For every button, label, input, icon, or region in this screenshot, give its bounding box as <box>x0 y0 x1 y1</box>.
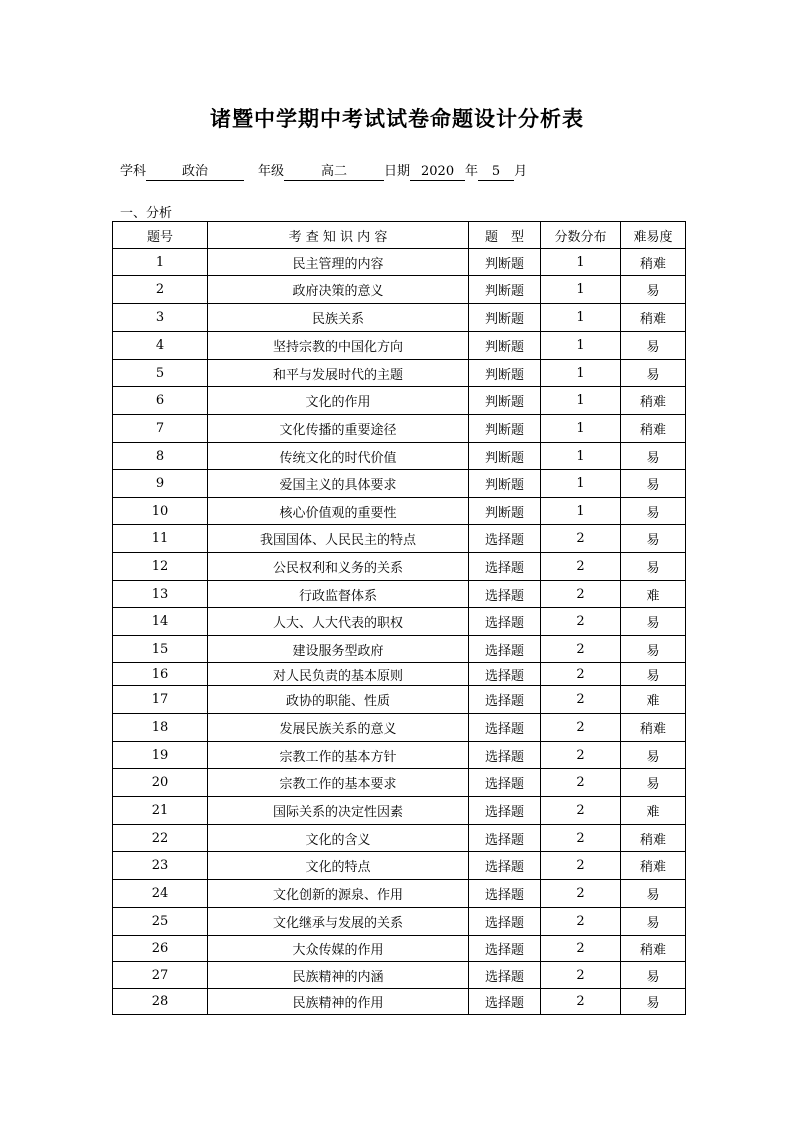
column-header-number: 题号 <box>113 222 208 249</box>
table-row <box>113 498 686 525</box>
row-score: 2 <box>541 769 621 797</box>
row-content: 对人民负责的基本原则 <box>208 663 469 686</box>
row-score: 2 <box>541 608 621 636</box>
row-content: 文化的作用 <box>208 387 469 415</box>
row-content: 坚持宗教的中国化方向 <box>208 332 469 360</box>
row-number: 17 <box>113 686 208 714</box>
row-number: 9 <box>113 470 208 498</box>
row-content: 大众传媒的作用 <box>208 936 469 962</box>
table-row <box>113 852 686 880</box>
row-number: 12 <box>113 553 208 581</box>
row-content: 传统文化的时代价值 <box>208 443 469 470</box>
row-question-type: 判断题 <box>469 498 541 525</box>
row-score: 1 <box>541 415 621 443</box>
row-content: 宗教工作的基本要求 <box>208 769 469 797</box>
row-number: 26 <box>113 936 208 962</box>
column-header-content: 考 查 知 识 内 容 <box>208 222 469 249</box>
column-header-type: 题 型 <box>469 222 541 249</box>
row-difficulty: 易 <box>621 360 686 387</box>
row-content: 民主管理的内容 <box>208 249 469 276</box>
month-value: 5 <box>478 164 514 181</box>
table-row <box>113 470 686 498</box>
row-score: 2 <box>541 581 621 608</box>
row-question-type: 选择题 <box>469 989 541 1015</box>
row-score: 1 <box>541 387 621 415</box>
row-question-type: 判断题 <box>469 249 541 276</box>
row-content: 爱国主义的具体要求 <box>208 470 469 498</box>
row-content: 行政监督体系 <box>208 581 469 608</box>
row-number: 14 <box>113 608 208 636</box>
section-title: 一、分析 <box>120 206 173 221</box>
table-row <box>113 880 686 908</box>
row-difficulty: 易 <box>621 880 686 908</box>
row-score: 2 <box>541 825 621 852</box>
row-score: 2 <box>541 797 621 825</box>
row-difficulty: 难 <box>621 686 686 714</box>
row-score: 1 <box>541 249 621 276</box>
row-difficulty: 易 <box>621 908 686 936</box>
analysis-table <box>112 221 686 1015</box>
row-difficulty: 稍难 <box>621 387 686 415</box>
row-difficulty: 易 <box>621 742 686 769</box>
row-number: 24 <box>113 880 208 908</box>
table-row <box>113 525 686 553</box>
row-number: 10 <box>113 498 208 525</box>
row-question-type: 判断题 <box>469 470 541 498</box>
row-number: 22 <box>113 825 208 852</box>
page-title: 诸暨中学期中考试试卷命题设计分析表 <box>210 107 584 131</box>
row-content: 文化传播的重要途径 <box>208 415 469 443</box>
row-number: 3 <box>113 304 208 332</box>
month-label: 月 <box>514 164 528 179</box>
table-row <box>113 415 686 443</box>
table-row <box>113 332 686 360</box>
row-question-type: 选择题 <box>469 714 541 742</box>
row-difficulty: 难 <box>621 797 686 825</box>
subject-label: 学科 <box>120 164 147 179</box>
row-number: 27 <box>113 962 208 989</box>
row-question-type: 判断题 <box>469 415 541 443</box>
row-number: 6 <box>113 387 208 415</box>
row-score: 2 <box>541 908 621 936</box>
row-number: 1 <box>113 249 208 276</box>
row-score: 2 <box>541 852 621 880</box>
row-number: 25 <box>113 908 208 936</box>
row-question-type: 判断题 <box>469 387 541 415</box>
row-question-type: 选择题 <box>469 797 541 825</box>
row-content: 民族精神的作用 <box>208 989 469 1015</box>
table-row <box>113 636 686 663</box>
row-content: 宗教工作的基本方针 <box>208 742 469 769</box>
table-row <box>113 276 686 304</box>
table-row <box>113 714 686 742</box>
row-content: 文化的含义 <box>208 825 469 852</box>
meta-line <box>120 160 527 181</box>
table-row <box>113 797 686 825</box>
row-question-type: 选择题 <box>469 581 541 608</box>
row-difficulty: 易 <box>621 608 686 636</box>
table-row <box>113 962 686 989</box>
row-difficulty: 易 <box>621 636 686 663</box>
row-score: 1 <box>541 360 621 387</box>
row-number: 4 <box>113 332 208 360</box>
row-score: 2 <box>541 686 621 714</box>
row-number: 20 <box>113 769 208 797</box>
row-content: 文化的特点 <box>208 852 469 880</box>
row-question-type: 选择题 <box>469 686 541 714</box>
row-content: 我国国体、人民民主的特点 <box>208 525 469 553</box>
row-difficulty: 易 <box>621 525 686 553</box>
row-number: 11 <box>113 525 208 553</box>
date-label: 日期 <box>384 164 411 179</box>
row-score: 2 <box>541 880 621 908</box>
row-content: 文化创新的源泉、作用 <box>208 880 469 908</box>
table-row <box>113 581 686 608</box>
row-question-type: 选择题 <box>469 852 541 880</box>
year-label: 年 <box>465 164 479 179</box>
row-difficulty: 易 <box>621 962 686 989</box>
table-row <box>113 387 686 415</box>
row-question-type: 判断题 <box>469 304 541 332</box>
row-number: 15 <box>113 636 208 663</box>
row-score: 2 <box>541 989 621 1015</box>
row-question-type: 判断题 <box>469 443 541 470</box>
table-row <box>113 936 686 962</box>
row-number: 2 <box>113 276 208 304</box>
grade-value: 高二 <box>284 164 384 181</box>
row-question-type: 选择题 <box>469 608 541 636</box>
row-difficulty: 易 <box>621 553 686 581</box>
table-header-row <box>113 222 686 249</box>
row-question-type: 判断题 <box>469 276 541 304</box>
column-header-score: 分数分布 <box>541 222 621 249</box>
row-difficulty: 稍难 <box>621 415 686 443</box>
row-number: 19 <box>113 742 208 769</box>
row-number: 18 <box>113 714 208 742</box>
row-difficulty: 易 <box>621 769 686 797</box>
row-score: 1 <box>541 470 621 498</box>
row-difficulty: 稍难 <box>621 714 686 742</box>
table-row <box>113 769 686 797</box>
row-difficulty: 易 <box>621 498 686 525</box>
row-content: 民族精神的内涵 <box>208 962 469 989</box>
grade-label: 年级 <box>258 164 285 179</box>
row-question-type: 选择题 <box>469 663 541 686</box>
row-question-type: 判断题 <box>469 332 541 360</box>
row-difficulty: 易 <box>621 332 686 360</box>
row-number: 5 <box>113 360 208 387</box>
year-value: 2020 <box>410 164 465 181</box>
row-score: 1 <box>541 304 621 332</box>
row-content: 民族关系 <box>208 304 469 332</box>
row-score: 1 <box>541 276 621 304</box>
table-row <box>113 608 686 636</box>
row-difficulty: 稍难 <box>621 852 686 880</box>
table-row <box>113 663 686 686</box>
subject-value: 政治 <box>146 164 244 181</box>
row-question-type: 选择题 <box>469 636 541 663</box>
table-body <box>113 249 686 1015</box>
row-score: 2 <box>541 962 621 989</box>
row-content: 核心价值观的重要性 <box>208 498 469 525</box>
row-question-type: 选择题 <box>469 880 541 908</box>
table-row <box>113 360 686 387</box>
row-number: 28 <box>113 989 208 1015</box>
row-number: 16 <box>113 663 208 686</box>
row-question-type: 选择题 <box>469 553 541 581</box>
row-score: 2 <box>541 525 621 553</box>
row-difficulty: 稍难 <box>621 936 686 962</box>
row-question-type: 选择题 <box>469 825 541 852</box>
table-row <box>113 304 686 332</box>
row-content: 公民权利和义务的关系 <box>208 553 469 581</box>
row-difficulty: 稍难 <box>621 249 686 276</box>
row-score: 1 <box>541 332 621 360</box>
row-question-type: 判断题 <box>469 360 541 387</box>
table-row <box>113 686 686 714</box>
row-difficulty: 易 <box>621 663 686 686</box>
row-score: 1 <box>541 498 621 525</box>
row-difficulty: 易 <box>621 276 686 304</box>
row-difficulty: 易 <box>621 443 686 470</box>
row-score: 2 <box>541 553 621 581</box>
table-row <box>113 443 686 470</box>
row-difficulty: 易 <box>621 470 686 498</box>
row-question-type: 选择题 <box>469 962 541 989</box>
row-score: 2 <box>541 742 621 769</box>
row-difficulty: 易 <box>621 989 686 1015</box>
table-row <box>113 825 686 852</box>
row-content: 建设服务型政府 <box>208 636 469 663</box>
table-row <box>113 908 686 936</box>
row-question-type: 选择题 <box>469 908 541 936</box>
row-number: 23 <box>113 852 208 880</box>
row-content: 人大、人大代表的职权 <box>208 608 469 636</box>
row-content: 国际关系的决定性因素 <box>208 797 469 825</box>
row-question-type: 选择题 <box>469 742 541 769</box>
table-row <box>113 742 686 769</box>
row-question-type: 选择题 <box>469 525 541 553</box>
row-content: 政府决策的意义 <box>208 276 469 304</box>
row-difficulty: 稍难 <box>621 304 686 332</box>
row-question-type: 选择题 <box>469 769 541 797</box>
table-row <box>113 249 686 276</box>
row-score: 2 <box>541 936 621 962</box>
row-content: 政协的职能、性质 <box>208 686 469 714</box>
row-difficulty: 稍难 <box>621 825 686 852</box>
row-score: 2 <box>541 663 621 686</box>
row-score: 1 <box>541 443 621 470</box>
row-difficulty: 难 <box>621 581 686 608</box>
row-content: 发展民族关系的意义 <box>208 714 469 742</box>
row-content: 和平与发展时代的主题 <box>208 360 469 387</box>
row-score: 2 <box>541 714 621 742</box>
table-row <box>113 989 686 1015</box>
row-number: 8 <box>113 443 208 470</box>
row-question-type: 选择题 <box>469 936 541 962</box>
row-number: 21 <box>113 797 208 825</box>
table-row <box>113 553 686 581</box>
row-number: 7 <box>113 415 208 443</box>
row-number: 13 <box>113 581 208 608</box>
row-score: 2 <box>541 636 621 663</box>
column-header-difficulty: 难易度 <box>621 222 686 249</box>
row-content: 文化继承与发展的关系 <box>208 908 469 936</box>
